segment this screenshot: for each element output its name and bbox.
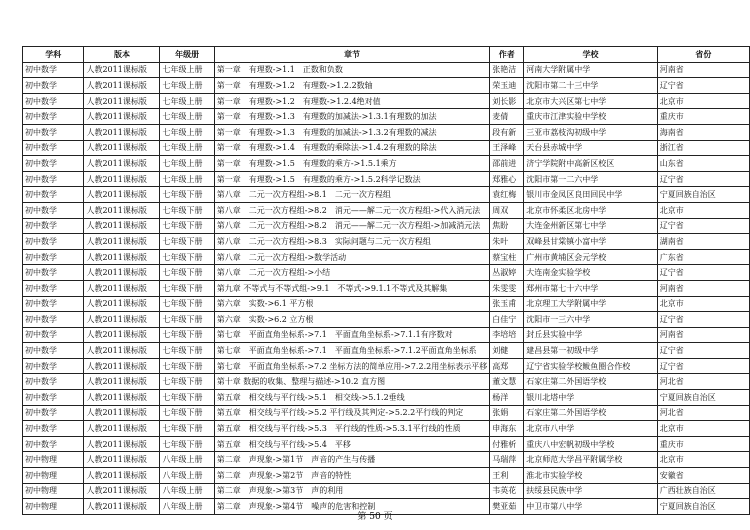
cell-chapter: 第一章 有理数->1.2 有理数->1.2.2数轴: [214, 78, 489, 94]
cell-school: 封丘县实验中学: [524, 327, 657, 343]
cell-edition: 人教2011课标版: [84, 234, 160, 250]
cell-province: 河北省: [657, 405, 749, 421]
cell-edition: 人教2011课标版: [84, 374, 160, 390]
cell-province: 安徽省: [657, 468, 749, 484]
cell-chapter: 第八章 二元一次方程组->8.2 消元——解二元一次方程组->代入消元法: [214, 202, 489, 218]
cell-subject: 初中物理: [23, 483, 84, 499]
cell-grade: 七年级上册: [160, 78, 214, 94]
table-row: [23, 218, 750, 234]
cell-subject: 初中数学: [23, 280, 84, 296]
cell-subject: 初中数学: [23, 78, 84, 94]
cell-province: 河南省: [657, 327, 749, 343]
table-row: [23, 202, 750, 218]
cell-author: 王泽峰: [490, 140, 524, 156]
cell-school: 重庆市江津实验中学校: [524, 109, 657, 125]
cell-grade: 七年级下册: [160, 405, 214, 421]
cell-chapter: 第十章 数据的收集、整理与描述->10.2 直方图: [214, 374, 489, 390]
cell-subject: 初中数学: [23, 202, 84, 218]
cell-grade: 七年级下册: [160, 390, 214, 406]
cell-school: 郑州市第七十六中学: [524, 280, 657, 296]
table-row: [23, 483, 750, 499]
table-row: [23, 312, 750, 328]
cell-author: 蔡宝柱: [490, 249, 524, 265]
cell-chapter: 第一章 有理数->1.2 有理数->1.2.4绝对值: [214, 93, 489, 109]
cell-subject: 初中数学: [23, 327, 84, 343]
cell-province: 北京市: [657, 421, 749, 437]
header-province: 省份: [657, 47, 749, 63]
cell-grade: 七年级下册: [160, 327, 214, 343]
cell-edition: 人教2011课标版: [84, 343, 160, 359]
cell-edition: 人教2011课标版: [84, 140, 160, 156]
cell-edition: 人教2011课标版: [84, 249, 160, 265]
cell-school: 沈阳市第一二六中学: [524, 171, 657, 187]
cell-chapter: 第五章 相交线与平行线->5.4 平移: [214, 436, 489, 452]
cell-province: 宁夏回族自治区: [657, 390, 749, 406]
table-row: [23, 374, 750, 390]
cell-author: 韦英花: [490, 483, 524, 499]
cell-chapter: 第六章 实数->6.2 立方根: [214, 312, 489, 328]
cell-subject: 初中物理: [23, 499, 84, 515]
cell-edition: 人教2011课标版: [84, 62, 160, 78]
cell-author: 付雅析: [490, 436, 524, 452]
cell-author: 郑雅心: [490, 171, 524, 187]
cell-author: 王利: [490, 468, 524, 484]
cell-edition: 人教2011课标版: [84, 171, 160, 187]
cell-school: 北京市八中学: [524, 421, 657, 437]
cell-subject: 初中数学: [23, 390, 84, 406]
cell-school: 河南大学附属中学: [524, 62, 657, 78]
cell-grade: 七年级下册: [160, 249, 214, 265]
cell-subject: 初中数学: [23, 62, 84, 78]
cell-grade: 七年级下册: [160, 436, 214, 452]
cell-author: 高郑: [490, 358, 524, 374]
cell-province: 宁夏回族自治区: [657, 499, 749, 515]
cell-school: 天台县赤城中学: [524, 140, 657, 156]
cell-edition: 人教2011课标版: [84, 312, 160, 328]
cell-grade: 七年级下册: [160, 374, 214, 390]
table-row: [23, 78, 750, 94]
cell-school: 石家庄第二外国语学校: [524, 374, 657, 390]
cell-grade: 七年级下册: [160, 202, 214, 218]
cell-subject: 初中数学: [23, 421, 84, 437]
cell-grade: 七年级下册: [160, 187, 214, 203]
cell-author: 张玉甫: [490, 296, 524, 312]
table-row: [23, 327, 750, 343]
cell-chapter: 第一章 有理数->1.4 有理数的乘除法->1.4.2有理数的除法: [214, 140, 489, 156]
cell-school: 辽宁省实验学校鲅鱼圈合作校: [524, 358, 657, 374]
cell-chapter: 第八章 二元一次方程组->8.1 二元一次方程组: [214, 187, 489, 203]
table-body: [23, 62, 750, 514]
cell-school: 中卫市第八中学: [524, 499, 657, 515]
cell-subject: 初中数学: [23, 312, 84, 328]
cell-edition: 人教2011课标版: [84, 499, 160, 515]
cell-school: 淮北市实验学校: [524, 468, 657, 484]
cell-subject: 初中数学: [23, 358, 84, 374]
cell-author: 朱叶: [490, 234, 524, 250]
cell-province: 北京市: [657, 93, 749, 109]
cell-subject: 初中数学: [23, 187, 84, 203]
cell-subject: 初中数学: [23, 405, 84, 421]
cell-edition: 人教2011课标版: [84, 468, 160, 484]
cell-grade: 八年级上册: [160, 499, 214, 515]
cell-author: 麦倩: [490, 109, 524, 125]
cell-grade: 七年级上册: [160, 109, 214, 125]
table-row: [23, 468, 750, 484]
cell-grade: 七年级上册: [160, 124, 214, 140]
cell-subject: 初中数学: [23, 374, 84, 390]
cell-province: 重庆市: [657, 109, 749, 125]
cell-author: 刘长影: [490, 93, 524, 109]
cell-province: 辽宁省: [657, 343, 749, 359]
cell-subject: 初中数学: [23, 109, 84, 125]
cell-province: 山东省: [657, 156, 749, 172]
cell-chapter: 第一章 有理数->1.3 有理数的加减法->1.3.2有理数的减法: [214, 124, 489, 140]
cell-author: 申海东: [490, 421, 524, 437]
cell-edition: 人教2011课标版: [84, 327, 160, 343]
cell-school: 北京师范大学昌平附属学校: [524, 452, 657, 468]
cell-chapter: 第七章 平面直角坐标系->7.1 平面直角坐标系->7.1.2平面直角坐标系: [214, 343, 489, 359]
cell-province: 辽宁省: [657, 171, 749, 187]
cell-subject: 初中数学: [23, 124, 84, 140]
cell-province: 辽宁省: [657, 265, 749, 281]
cell-school: 沈阳市第二十三中学: [524, 78, 657, 94]
cell-author: 张娟: [490, 405, 524, 421]
cell-subject: 初中物理: [23, 452, 84, 468]
cell-chapter: 第二章 声现象->第4节 噪声的危害和控制: [214, 499, 489, 515]
cell-edition: 人教2011课标版: [84, 124, 160, 140]
cell-school: 三亚市荔枝沟初级中学: [524, 124, 657, 140]
header-school: 学校: [524, 47, 657, 63]
cell-author: 李培培: [490, 327, 524, 343]
header-subject: 学科: [23, 47, 84, 63]
cell-subject: 初中数学: [23, 93, 84, 109]
cell-grade: 七年级上册: [160, 93, 214, 109]
cell-school: 大连南金实验学校: [524, 265, 657, 281]
cell-chapter: 第一章 有理数->1.1 正数和负数: [214, 62, 489, 78]
cell-subject: 初中数学: [23, 218, 84, 234]
cell-province: 河南省: [657, 62, 749, 78]
cell-subject: 初中数学: [23, 436, 84, 452]
cell-chapter: 第一章 有理数->1.3 有理数的加减法->1.3.1有理数的加法: [214, 109, 489, 125]
cell-school: 大连金州新区第七中学: [524, 218, 657, 234]
table-row: [23, 62, 750, 78]
cell-school: 扶绥县民族中学: [524, 483, 657, 499]
cell-chapter: 第八章 二元一次方程组->小结: [214, 265, 489, 281]
cell-chapter: 第八章 二元一次方程组->数学活动: [214, 249, 489, 265]
cell-edition: 人教2011课标版: [84, 358, 160, 374]
cell-province: 辽宁省: [657, 78, 749, 94]
cell-grade: 七年级下册: [160, 234, 214, 250]
cell-edition: 人教2011课标版: [84, 109, 160, 125]
table-row: [23, 249, 750, 265]
cell-school: 建昌县第一初级中学: [524, 343, 657, 359]
cell-province: 河北省: [657, 374, 749, 390]
cell-chapter: 第八章 二元一次方程组->8.2 消元——解二元一次方程组->加减消元法: [214, 218, 489, 234]
cell-author: 周双: [490, 202, 524, 218]
cell-chapter: 第五章 相交线与平行线->5.2 平行线及其判定->5.2.2平行线的判定: [214, 405, 489, 421]
table-row: [23, 234, 750, 250]
cell-grade: 八年级上册: [160, 483, 214, 499]
resource-table: [22, 46, 750, 515]
cell-school: 北京市大兴区第七中学: [524, 93, 657, 109]
cell-school: 重庆八中宏帆初级中学校: [524, 436, 657, 452]
cell-school: 北京理工大学附属中学: [524, 296, 657, 312]
cell-edition: 人教2011课标版: [84, 436, 160, 452]
cell-edition: 人教2011课标版: [84, 218, 160, 234]
cell-province: 广东省: [657, 249, 749, 265]
cell-province: 河南省: [657, 280, 749, 296]
table-row: [23, 156, 750, 172]
cell-grade: 八年级上册: [160, 452, 214, 468]
cell-subject: 初中数学: [23, 296, 84, 312]
cell-province: 广西壮族自治区: [657, 483, 749, 499]
cell-school: 银川北塔中学: [524, 390, 657, 406]
cell-school: 银川市金凤区良田回民中学: [524, 187, 657, 203]
cell-edition: 人教2011课标版: [84, 202, 160, 218]
table-row: [23, 343, 750, 359]
cell-edition: 人教2011课标版: [84, 78, 160, 94]
cell-author: 马瑞萍: [490, 452, 524, 468]
cell-chapter: 第五章 相交线与平行线->5.1 相交线->5.1.2垂线: [214, 390, 489, 406]
cell-chapter: 第二章 声现象->第1节 声音的产生与传播: [214, 452, 489, 468]
cell-author: 段有新: [490, 124, 524, 140]
cell-subject: 初中数学: [23, 249, 84, 265]
cell-author: 邵前进: [490, 156, 524, 172]
cell-author: 张艳洁: [490, 62, 524, 78]
table-row: [23, 280, 750, 296]
cell-province: 浙江省: [657, 140, 749, 156]
cell-subject: 初中数学: [23, 156, 84, 172]
table-row: [23, 358, 750, 374]
cell-province: 北京市: [657, 452, 749, 468]
cell-subject: 初中数学: [23, 265, 84, 281]
page-number: 第 50 页: [357, 512, 393, 522]
cell-edition: 人教2011课标版: [84, 452, 160, 468]
cell-grade: 七年级下册: [160, 358, 214, 374]
table-row: [23, 390, 750, 406]
cell-edition: 人教2011课标版: [84, 280, 160, 296]
cell-subject: 初中数学: [23, 140, 84, 156]
cell-chapter: 第一章 有理数->1.5 有理数的乘方->1.5.2科学记数法: [214, 171, 489, 187]
table-row: [23, 124, 750, 140]
cell-author: 焦盼: [490, 218, 524, 234]
cell-author: 袁红梅: [490, 187, 524, 203]
cell-author: 董文慧: [490, 374, 524, 390]
cell-author: 荣玉迪: [490, 78, 524, 94]
cell-grade: 七年级下册: [160, 218, 214, 234]
cell-grade: 七年级下册: [160, 265, 214, 281]
cell-province: 辽宁省: [657, 358, 749, 374]
table-row: [23, 109, 750, 125]
cell-author: 丛淑婷: [490, 265, 524, 281]
cell-chapter: 第五章 相交线与平行线->5.3 平行线的性质->5.3.1平行线的性质: [214, 421, 489, 437]
cell-province: 辽宁省: [657, 218, 749, 234]
cell-chapter: 第二章 声现象->第3节 声的利用: [214, 483, 489, 499]
cell-edition: 人教2011课标版: [84, 265, 160, 281]
cell-grade: 七年级下册: [160, 343, 214, 359]
cell-subject: 初中数学: [23, 171, 84, 187]
cell-author: 白佳宁: [490, 312, 524, 328]
cell-province: 湖南省: [657, 234, 749, 250]
cell-school: 双峰县甘棠镇小富中学: [524, 234, 657, 250]
cell-province: 北京市: [657, 296, 749, 312]
cell-grade: 七年级下册: [160, 280, 214, 296]
cell-author: 刘健: [490, 343, 524, 359]
table-row: [23, 436, 750, 452]
cell-grade: 七年级上册: [160, 62, 214, 78]
table-row: [23, 405, 750, 421]
header-chapter: 章节: [214, 47, 489, 63]
cell-edition: 人教2011课标版: [84, 187, 160, 203]
cell-author: 朱雯雯: [490, 280, 524, 296]
cell-edition: 人教2011课标版: [84, 421, 160, 437]
cell-chapter: 第六章 实数->6.1 平方根: [214, 296, 489, 312]
table-row: [23, 296, 750, 312]
table-row: [23, 421, 750, 437]
cell-chapter: 第七章 平面直角坐标系->7.1 平面直角坐标系->7.1.1有序数对: [214, 327, 489, 343]
header-edition: 版本: [84, 47, 160, 63]
cell-grade: 七年级下册: [160, 296, 214, 312]
table-row: [23, 187, 750, 203]
cell-chapter: 第一章 有理数->1.5 有理数的乘方->1.5.1乘方: [214, 156, 489, 172]
cell-chapter: 第二章 声现象->第2节 声音的特性: [214, 468, 489, 484]
cell-chapter: 第八章 二元一次方程组->8.3 实际问题与二元一次方程组: [214, 234, 489, 250]
table-row: [23, 265, 750, 281]
cell-subject: 初中数学: [23, 343, 84, 359]
cell-grade: 七年级上册: [160, 156, 214, 172]
cell-grade: 八年级上册: [160, 468, 214, 484]
cell-chapter: 第九章 不等式与不等式组->9.1 不等式->9.1.1不等式及其解集: [214, 280, 489, 296]
cell-subject: 初中数学: [23, 234, 84, 250]
header-grade: 年级册: [160, 47, 214, 63]
cell-author: 杨洋: [490, 390, 524, 406]
cell-edition: 人教2011课标版: [84, 156, 160, 172]
table-row: [23, 452, 750, 468]
header-author: 作者: [490, 47, 524, 63]
cell-school: 沈阳市一三六中学: [524, 312, 657, 328]
table-row: [23, 93, 750, 109]
cell-edition: 人教2011课标版: [84, 296, 160, 312]
cell-grade: 七年级下册: [160, 421, 214, 437]
cell-province: 北京市: [657, 202, 749, 218]
cell-school: 北京市怀柔区北房中学: [524, 202, 657, 218]
table-row: [23, 171, 750, 187]
cell-author: 樊亚茹: [490, 499, 524, 515]
table-row: [23, 140, 750, 156]
cell-chapter: 第七章 平面直角坐标系->7.2 坐标方法的简单应用->7.2.2用坐标表示平移: [214, 358, 489, 374]
cell-edition: 人教2011课标版: [84, 390, 160, 406]
cell-school: 石家庄第二外国语学校: [524, 405, 657, 421]
cell-school: 广州市黄埔区会元学校: [524, 249, 657, 265]
cell-subject: 初中物理: [23, 468, 84, 484]
cell-province: 宁夏回族自治区: [657, 187, 749, 203]
cell-edition: 人教2011课标版: [84, 483, 160, 499]
cell-grade: 七年级上册: [160, 171, 214, 187]
cell-grade: 七年级下册: [160, 312, 214, 328]
cell-grade: 七年级上册: [160, 140, 214, 156]
cell-school: 济宁学院附中高新区校区: [524, 156, 657, 172]
cell-province: 海南省: [657, 124, 749, 140]
cell-edition: 人教2011课标版: [84, 405, 160, 421]
cell-province: 重庆市: [657, 436, 749, 452]
cell-province: 辽宁省: [657, 312, 749, 328]
cell-edition: 人教2011课标版: [84, 93, 160, 109]
header-row: [23, 47, 750, 63]
